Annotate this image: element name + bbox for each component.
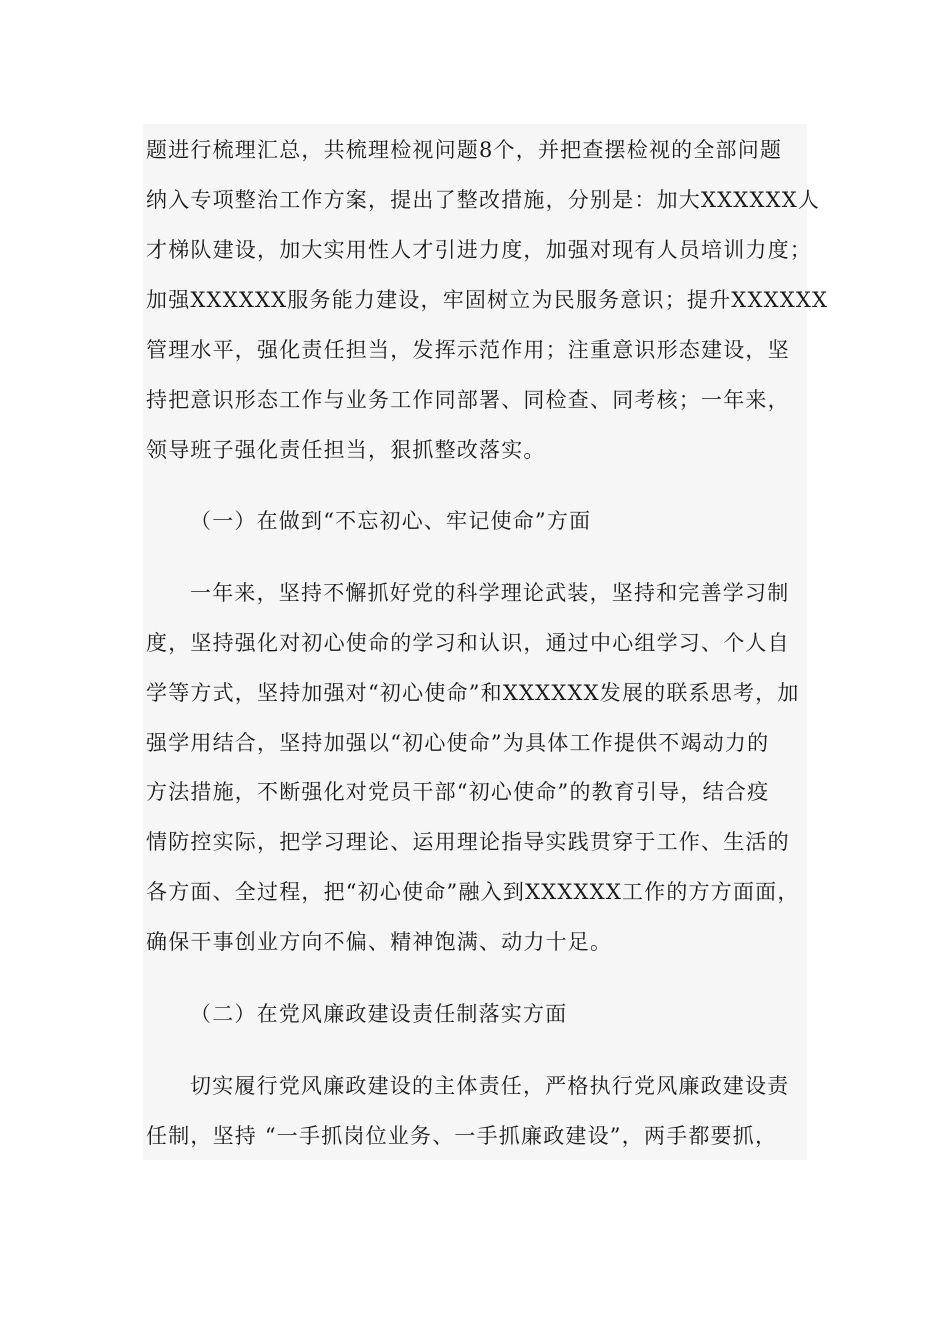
paragraph-line: 题进行梳理汇总，共梳理检视问题8个，并把查摆检视的全部问题	[146, 138, 783, 162]
paragraph-line: 切实履行党风廉政建设的主体责任，严格执行党风廉政建设责	[190, 1074, 790, 1098]
paragraph-line: 领导班子强化责任担当，狠抓整改落实。	[146, 438, 546, 462]
section-heading-2: （二）在党风廉政建设责任制落实方面	[190, 1002, 568, 1026]
paragraph-line: 加强XXXXXX服务能力建设，牢固树立为民服务意识；提升XXXXXX	[146, 288, 829, 312]
paragraph-line: 管理水平，强化责任担当，发挥示范作用；注重意识形态建设，坚	[146, 338, 790, 362]
paragraph-line: 一年来，坚持不懈抓好党的科学理论武装，坚持和完善学习制	[190, 581, 790, 605]
paragraph-line: 纳入专项整治工作方案，提出了整改措施，分别是：加大XXXXXX人	[146, 188, 821, 212]
paragraph-line: 学等方式，坚持加强对“初心使命”和XXXXXX发展的联系思考，加	[146, 681, 800, 705]
paragraph-line: 度，坚持强化对初心使命的学习和认识，通过中心组学习、个人自	[146, 631, 790, 655]
paragraph-line: 各方面、全过程，把“初心使命”融入到XXXXXX工作的方方面面，	[146, 880, 800, 904]
section-heading-1: （一）在做到“不忘初心、牢记使命”方面	[190, 509, 592, 533]
paragraph-line: 才梯队建设，加大实用性人才引进力度，加强对现有人员培训力度；	[146, 238, 812, 262]
paragraph-line: 确保干事创业方向不偏、精神饱满、动力十足。	[146, 930, 613, 954]
paragraph-line: 强学用结合，坚持加强以“初心使命”为具体工作提供不竭动力的	[146, 731, 770, 755]
paragraph-line: 情防控实际，把学习理论、运用理论指导实践贯穿于工作、生活的	[146, 830, 790, 854]
paragraph-line: 持把意识形态工作与业务工作同部署、同检查、同考核；一年来，	[146, 388, 790, 412]
paragraph-line: 任制，坚持 “一手抓岗位业务、一手抓廉政建设”，两手都要抓，	[146, 1124, 778, 1148]
paragraph-line: 方法措施，不断强化对党员干部“初心使命”的教育引导，结合疫	[146, 780, 770, 804]
